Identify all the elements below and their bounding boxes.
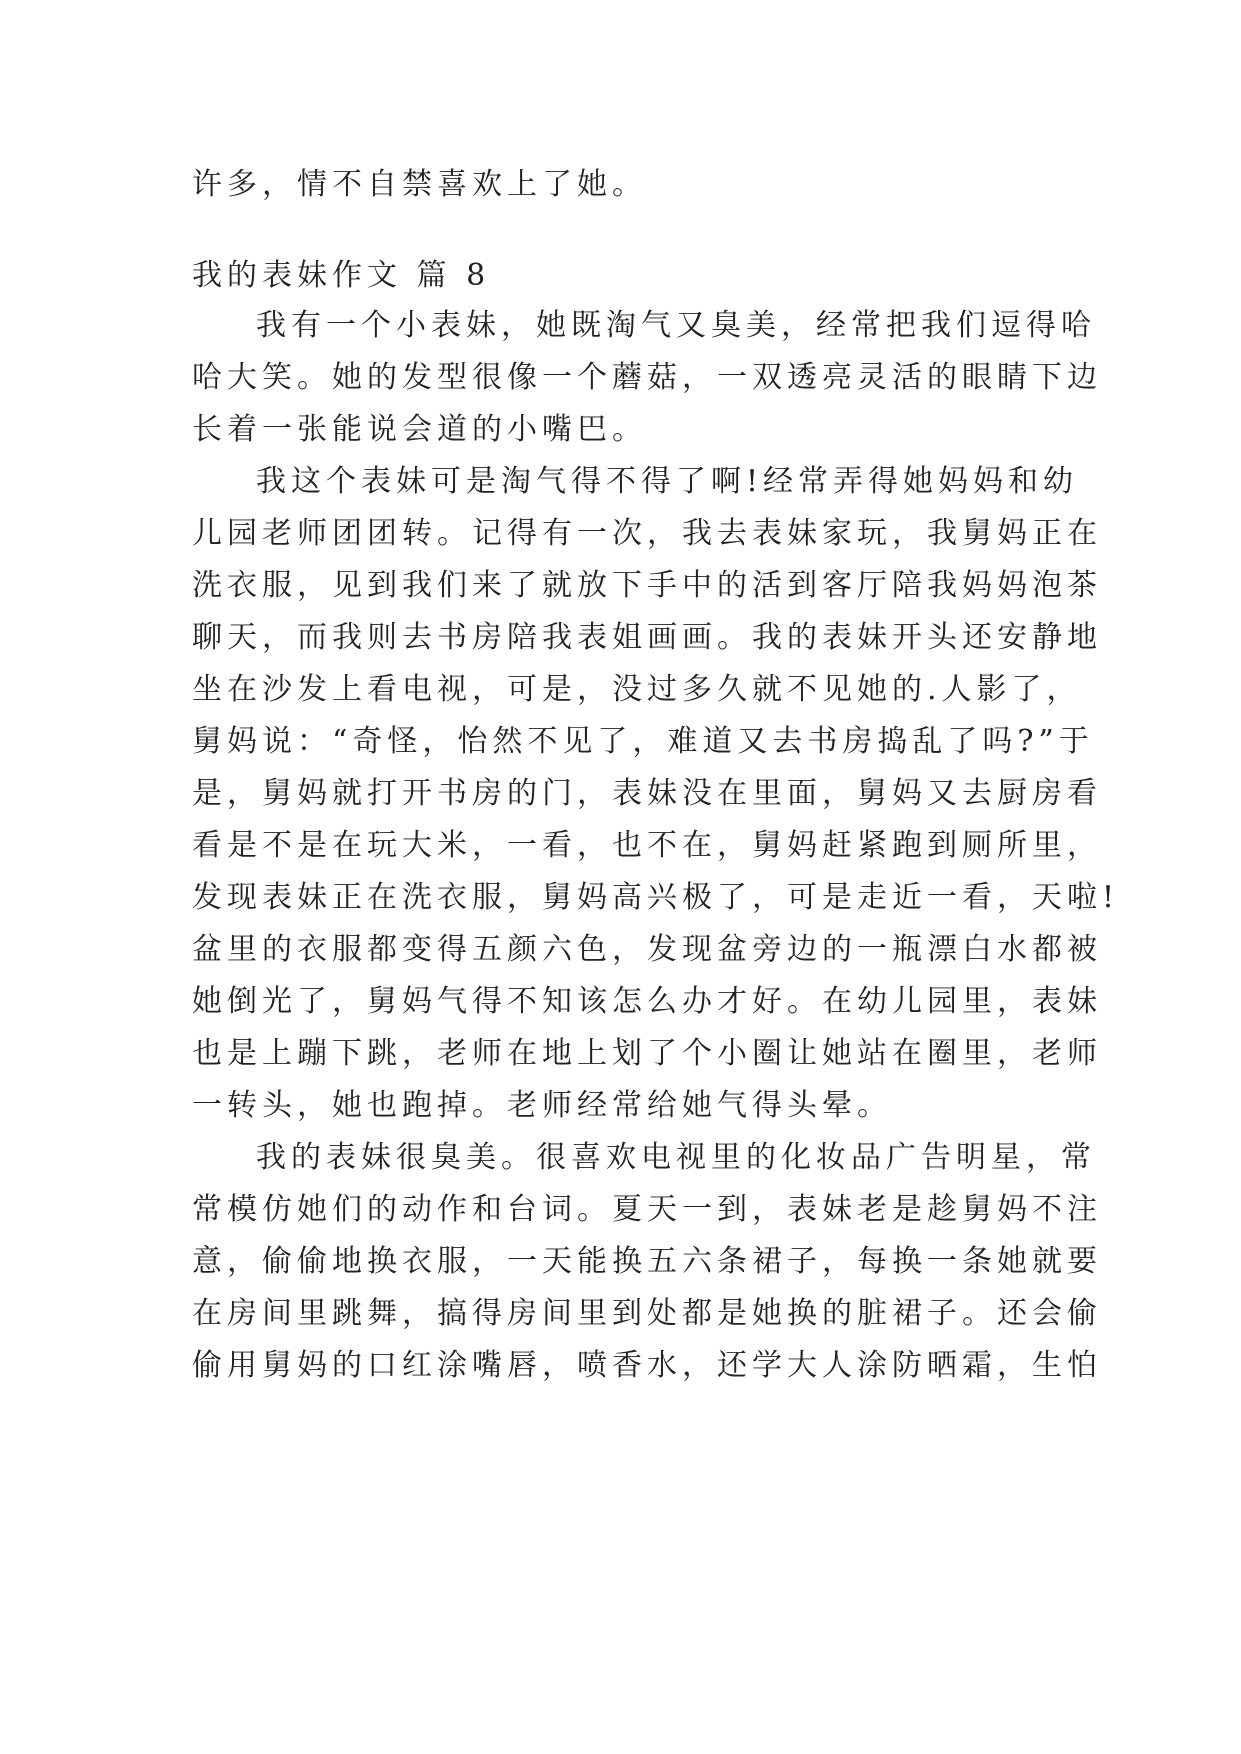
- text-line: 偷用舅妈的口红涂嘴唇，喷香水，还学大人涂防晒霜，生怕: [192, 1348, 1102, 1383]
- text-line: 发现表妹正在洗衣服，舅妈高兴极了，可是走近一看，天啦!: [192, 880, 1120, 915]
- text-line: 是，舅妈就打开书房的门，表妹没在里面，舅妈又去厨房看: [192, 776, 1102, 811]
- text-line: 意，偷偷地换衣服，一天能换五六条裙子，每换一条她就要: [192, 1244, 1102, 1279]
- text-line: 盆里的衣服都变得五颜六色，发现盆旁边的一瓶漂白水都被: [192, 932, 1102, 967]
- text-line: 洗衣服，见到我们来了就放下手中的活到客厅陪我妈妈泡茶: [192, 568, 1102, 603]
- text-line: 儿园老师团团转。记得有一次，我去表妹家玩，我舅妈正在: [192, 516, 1102, 551]
- text-line: 聊天，而我则去书房陪我表姐画画。我的表妹开头还安静地: [192, 620, 1102, 655]
- paragraph-start-line: 我的表妹很臭美。很喜欢电视里的化妆品广告明星，常: [256, 1140, 1096, 1175]
- text-line: 哈大笑。她的发型很像一个蘑菇，一双透亮灵活的眼睛下边: [192, 360, 1102, 395]
- paragraph-start-line: 我有一个小表妹，她既淘气又臭美，经常把我们逗得哈: [256, 308, 1096, 343]
- text-line: 看是不是在玩大米，一看，也不在，舅妈赶紧跑到厕所里，: [192, 828, 1102, 863]
- text-line: 常模仿她们的动作和台词。夏天一到，表妹老是趁舅妈不注: [192, 1192, 1102, 1227]
- section-heading: 我的表妹作文 篇 8: [192, 258, 491, 293]
- paragraph-start-line: 我这个表妹可是淘气得不得了啊!经常弄得她妈妈和幼: [256, 464, 1079, 499]
- text-line: 一转头，她也跑掉。老师经常给她气得头晕。: [192, 1088, 892, 1123]
- text-line: 舅妈说：“奇怪，怡然不见了，难道又去书房捣乱了吗?”于: [192, 724, 1094, 759]
- text-line: 在房间里跳舞，搞得房间里到处都是她换的脏裙子。还会偷: [192, 1296, 1102, 1331]
- text-line: 许多，情不自禁喜欢上了她。: [192, 167, 647, 202]
- text-line: 也是上蹦下跳，老师在地上划了个小圈让她站在圈里，老师: [192, 1036, 1102, 1071]
- text-line: 长着一张能说会道的小嘴巴。: [192, 412, 647, 447]
- text-line: 坐在沙发上看电视，可是，没过多久就不见她的.人影了，: [192, 672, 1082, 707]
- text-line: 她倒光了，舅妈气得不知该怎么办才好。在幼儿园里，表妹: [192, 984, 1102, 1019]
